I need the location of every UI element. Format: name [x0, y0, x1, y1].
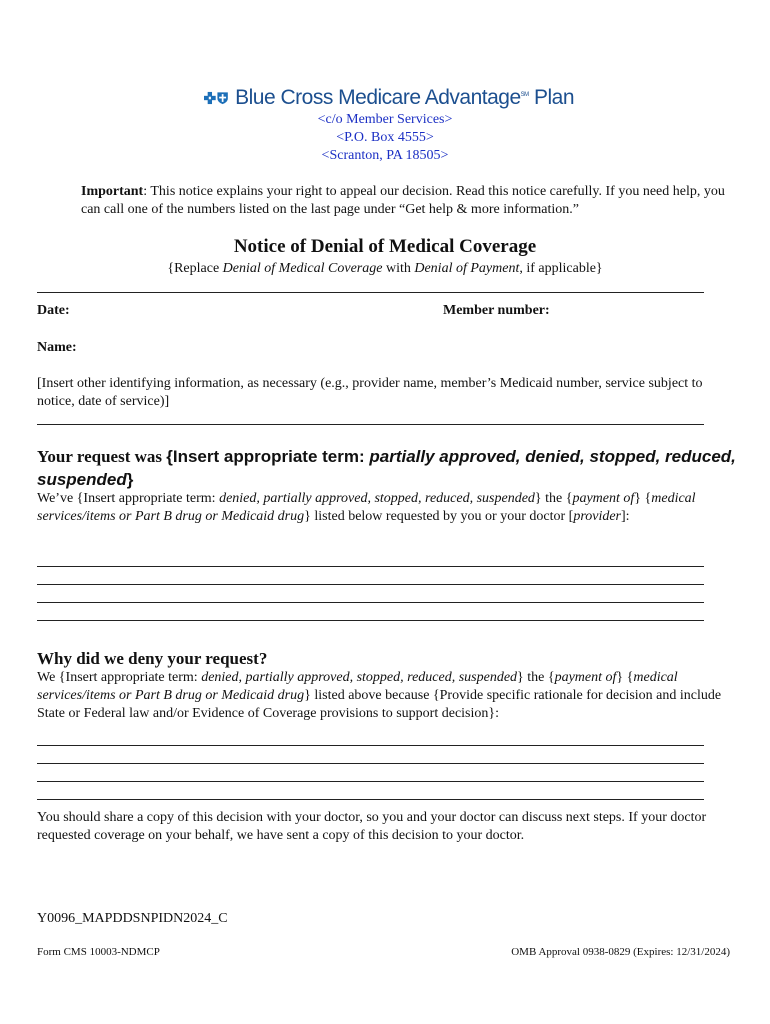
why-heading: Why did we deny your request? [37, 649, 268, 668]
logo-wordmark: Blue Cross Medicare Advantage℠ Plan [235, 86, 574, 109]
request-heading: Your request was {Insert appropriate term: partially approved, denied, stopped, reduced, suspended} [37, 447, 736, 489]
address-line-3: <Scranton, PA 18505> [321, 148, 449, 163]
fill-in-line [37, 799, 704, 800]
fill-in-line [37, 763, 704, 764]
date-label: Date: [37, 303, 70, 318]
blue-cross-blue-shield-logo-icon [204, 84, 229, 112]
address-line-1: <c/o Member Services> [317, 112, 453, 127]
fill-in-line [37, 781, 704, 782]
divider [37, 292, 704, 293]
fill-in-line [37, 745, 704, 746]
address-line-2: <P.O. Box 4555> [336, 130, 434, 145]
form-number: Form CMS 10003-NDMCP [37, 946, 160, 958]
request-paragraph: We’ve {Insert appropriate term: denied, partially approved, stopped, reduced, suspended} the {payment of} {medical services/items or Part B drug or Medicaid drug} listed below requested by you or your doctor [provider]: [37, 491, 696, 524]
member-number-label: Member number: [443, 303, 550, 318]
fill-in-line [37, 620, 704, 621]
share-paragraph: You should share a copy of this decision with your doctor, so you and your doctor can discuss next steps. If your doctor requested coverage on your behalf, we have sent a copy of this decision to your doctor. [37, 810, 707, 843]
fill-in-line [37, 566, 704, 567]
why-paragraph: We {Insert appropriate term: denied, partially approved, stopped, reduced, suspended} the {payment of} {medical services/items or Part B drug or Medicaid drug} listed above because {Provide specific rationale for decision and include State or Federal law and/or Evidence of Coverage provisions to support decision}: [37, 670, 722, 721]
fill-in-line [37, 602, 704, 603]
name-label: Name: [37, 340, 77, 355]
divider [37, 424, 704, 425]
identifying-info: [Insert other identifying information, as necessary (e.g., provider name, member’s Medicaid number, service subject to notice, date of service)] [37, 376, 703, 409]
page-title: Notice of Denial of Medical Coverage [233, 236, 537, 257]
header-logo [204, 83, 574, 113]
fill-in-line [37, 584, 704, 585]
document-code: Y0096_MAPDDSNPIDN2024_C [37, 911, 228, 926]
omb-approval: OMB Approval 0938-0829 (Expires: 12/31/2024) [511, 946, 730, 958]
important-notice: Important: This notice explains your right to appeal our decision. Read this notice carefully. If you need help, you can call one of the numbers listed on the last page under “Get help & more information.” [81, 184, 725, 217]
title-subtitle: {Replace Denial of Medical Coverage with Denial of Payment, if applicable} [167, 261, 603, 276]
